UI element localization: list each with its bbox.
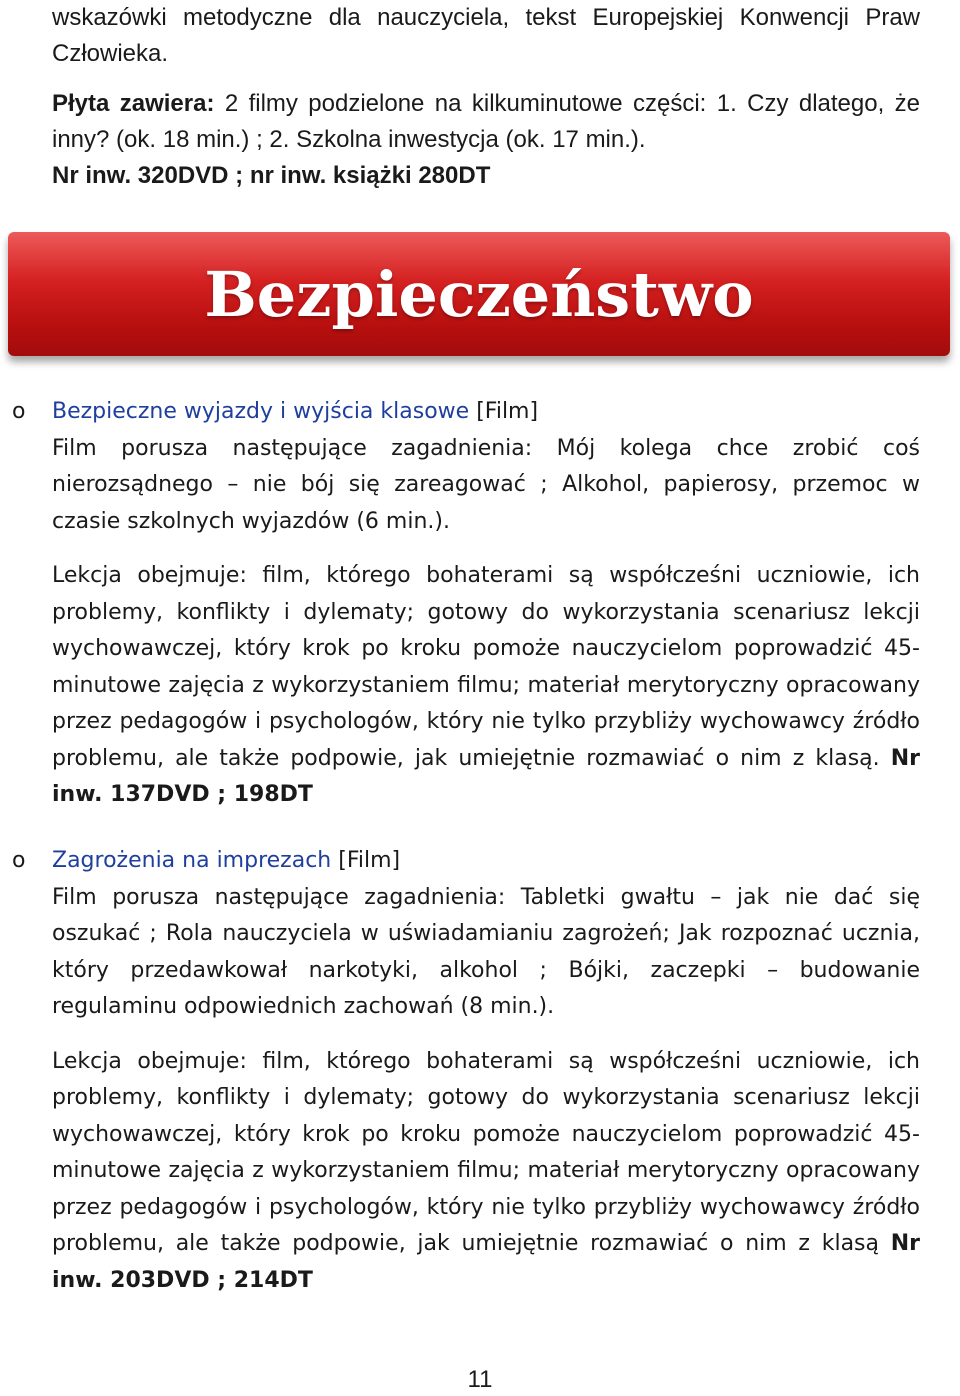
item-lesson-text: Lekcja obejmuje: film, którego bohaterami są współcześni uczniowie, ich problemy, konflikty i dylematy; gotowy do wykorzystania scenariusz lekcji wychowawczej, który krok po kroku pomoże nauczycielom poprowadzić 45-minutowe zajęcia z wykorzystaniem filmu; materiał merytoryczny opracowany przez pedagogów i psychologów, który nie tylko przybliży wychowawcy źródło problemu, ale także podpowie, jak umiejętnie rozmawiać o nim z klasą [52,1048,920,1256]
item-lesson [52,1044,920,1300]
page-number: 11 [467,1366,493,1393]
item-title-link[interactable]: Zagrożenia na imprezach [52,848,332,873]
intro-inventory [52,158,920,194]
item-inventory: Nr inw. 137DVD ; 198DT [52,745,920,807]
item-title-link[interactable]: Bezpieczne wyjazdy i wyjścia klasowe [52,399,470,424]
section-title: Bezpieczeństwo [204,257,754,331]
disc-contents-label: Płyta zawiera: [52,90,215,117]
disc-contents [52,86,920,158]
bullet-circle-icon: o [12,399,26,424]
section-banner [8,232,950,356]
list-item [12,843,920,1299]
item-inventory: Nr inw. 203DVD ; 214DT [52,1231,920,1293]
item-heading [52,394,920,431]
intro-inventory-number: Nr inw. 320DVD ; nr inw. książki 280DT [52,162,491,189]
item-heading [52,843,920,880]
intro-text: wskazówki metodyczne dla nauczyciela, tekst Europejskiej Konwencji Praw Człowieka. [52,4,920,67]
item-lesson [52,558,920,814]
list-item [12,394,920,814]
item-type-tag: [Film] [469,399,539,424]
item-description: Film porusza następujące zagadnienia: Mój kolega chce zrobić coś nierozsądnego – nie bój się zareagować ; Alkohol, papierosy, przemoc w czasie szkolnych wyjazdów (6 min.). [52,435,920,534]
disc-contents-text: 2 filmy podzielone na kilkuminutowe części: 1. Czy dlatego, że inny? (ok. 18 min.) ; 2. Szkolna inwestycja (ok. 17 min.). [52,90,920,153]
bullet-circle-icon: o [12,848,26,873]
item-lesson-text: Lekcja obejmuje: film, którego bohaterami są współcześni uczniowie, ich problemy, konflikty i dylematy; gotowy do wykorzystania scenariusz lekcji wychowawczej, który krok po kroku pomoże nauczycielom poprowadzić 45-minutowe zajęcia z wykorzystaniem filmu; materiał merytoryczny opracowany przez pedagogów i psychologów, który nie tylko przybliży wychowawcy źródło problemu, ale także podpowie, jak umiejętnie rozmawiać o nim z klasą. [52,563,920,771]
item-type-tag: [Film] [331,848,401,873]
item-description: Film porusza następujące zagadnienia: Tabletki gwałtu – jak nie dać się oszukać ; Rola nauczyciela w uświadamianiu zagrożeń; Jak rozpoznać ucznia, który przedawkował narkotyki, alkohol ; Bójki, zaczepki – budowanie regulaminu odpowiednich zachowań (8 min.). [52,884,920,1019]
